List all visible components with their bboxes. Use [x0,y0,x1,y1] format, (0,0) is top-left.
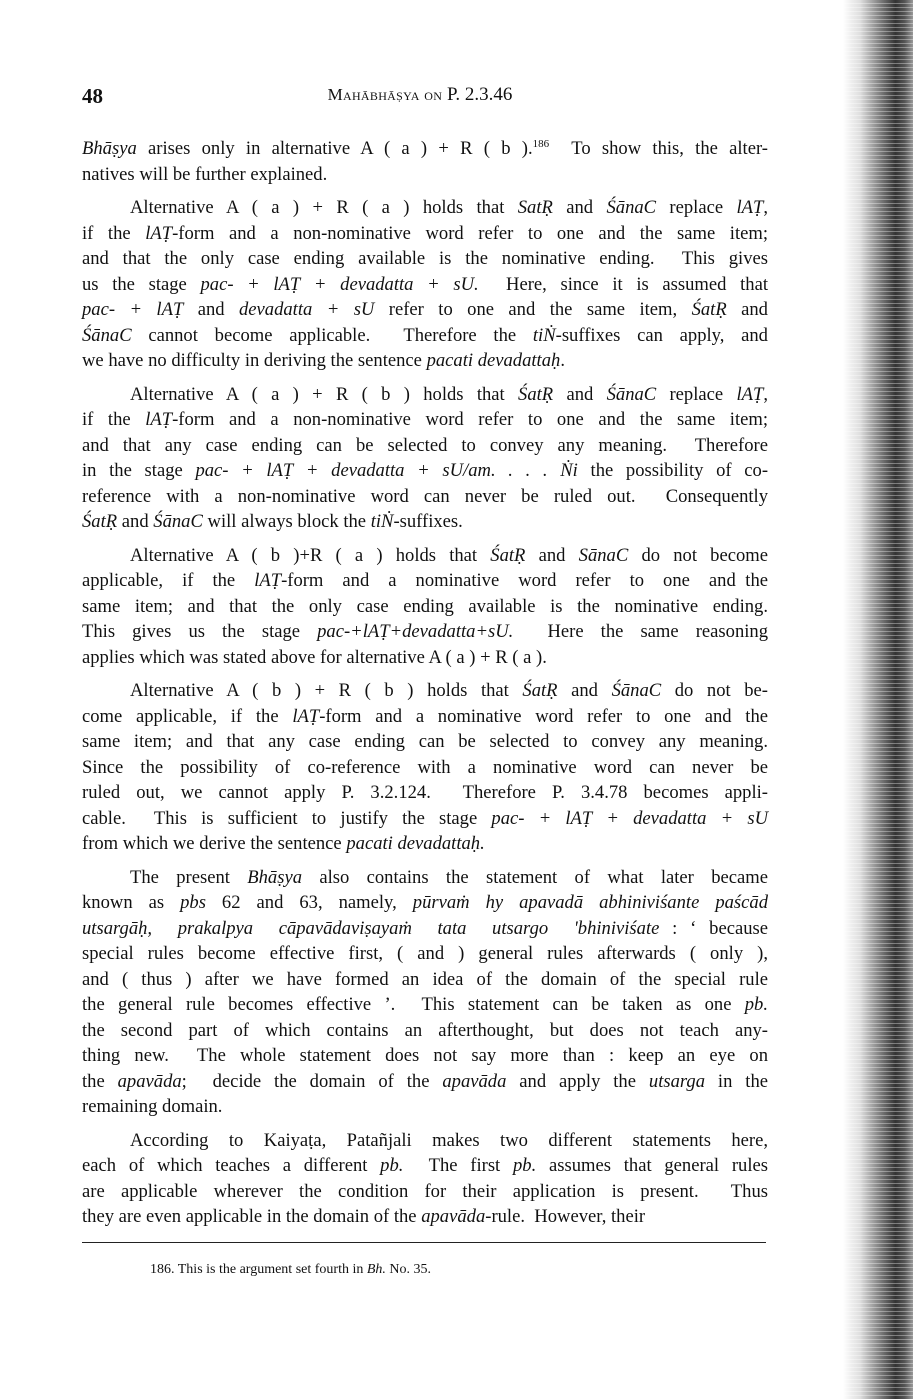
text-line [82,1179,768,1205]
paragraph [82,1128,768,1230]
italic-term: devadatta + sU [238,299,375,320]
italic-term: pb. [744,994,768,1015]
text-run: from which we derive the sentence [82,833,347,854]
italic-term: ŚatṚ [522,680,558,701]
text-run: Alternative A ( b )+R ( a ) holds that [130,544,491,566]
italic-term: ŚatṚ [518,383,554,405]
text-run: cable. This is sufficient to justify the stage [82,807,492,829]
text-run: the possibility of co- [577,460,769,481]
text-line [82,704,768,730]
italic-term: ŚatṚ [691,299,727,320]
text-run: natives will be further explained. [82,163,328,185]
text-run: . [560,350,565,371]
text-line [82,755,768,781]
text-run: do not be- [661,680,768,701]
text-run: and [525,544,579,566]
text-run: Alternative A ( a ) + R ( b ) holds that [130,383,519,405]
text-line [82,678,768,704]
italic-term: lAṬ [292,705,320,727]
text-line [82,407,768,433]
text-run: remaining domain. [82,1096,223,1117]
italic-term: pac- + lAṬ + devadatta + sU [491,807,768,829]
text-run: the [82,1070,118,1092]
italic-term: Bhāṣya [247,866,303,888]
running-head [0,84,840,106]
text-line [82,348,768,374]
text-run: Alternative A ( a ) + R ( a ) holds that [130,197,518,218]
text-run: ruled out, we cannot apply P. 3.2.124. Therefore P. 3.4.78 becomes appli- [82,782,768,803]
text-run: and [117,511,154,532]
text-run: replace [656,197,737,218]
footnote-number: 186. [150,1262,175,1277]
text-line [82,594,768,620]
text-line [82,916,768,942]
text-run: come applicable, if the [82,705,293,727]
body-text [82,136,768,1238]
text-line [82,831,768,857]
text-run: and [726,299,768,320]
italic-term: ŚānaC [611,680,662,701]
text-run: us the stage [82,273,201,295]
text-run: 62 and 63, namely, [205,892,413,913]
text-run: ; decide the domain of the [181,1070,443,1092]
text-run: and [557,680,612,701]
text-run: Alternative A ( b ) + R ( b ) holds that [130,680,523,701]
text-line [82,1204,768,1230]
italic-term: ŚatṚ [82,511,118,532]
italic-term: apavāda [117,1070,182,1092]
text-run: arises only in alternative A ( a ) + R ( b ). [136,138,533,159]
italic-term: SatṚ [517,197,553,218]
paragraph [82,136,768,187]
footnote-reference: 186 [532,138,550,150]
text-run: Here, since it is assumed that [478,273,768,295]
italic-term: ŚānaC [606,197,657,218]
running-head-reference: P. 2.3.46 [446,84,513,105]
footnote-divider [82,1242,766,1243]
text-line [82,1043,768,1069]
text-run: -form and a nominative word refer to one and the [319,705,769,727]
italic-term: ŚānaC [153,511,203,532]
text-run: The first [403,1155,513,1176]
text-run: -form and a non-nominative word refer to one and the same item; [172,409,769,430]
italic-term: pac- + lAṬ [82,299,184,320]
text-run: This gives us the stage [82,621,318,642]
text-line [82,865,768,891]
text-line [82,484,768,510]
italic-term: utsarga [648,1070,706,1092]
text-run: : ‘ because [659,917,768,939]
text-run: replace [656,383,737,405]
text-line [82,645,768,671]
text-run: in the [705,1070,769,1092]
italic-term: pacati devadattaḥ [426,350,561,371]
page-number: 48 [82,84,103,108]
scanned-page-edge [843,0,913,1399]
text-run: in the stage [82,460,196,481]
text-line [82,941,768,967]
text-run: and that the only case ending available is the nominative ending. This gives [82,248,768,269]
text-line [82,992,768,1018]
text-run: applicable, if the [82,570,255,591]
text-run: same item; and that any case ending can be selected to convey any meaning. [82,731,768,752]
text-line [82,890,768,916]
text-line [82,509,768,535]
text-run: Here the same reasoning [513,621,769,642]
text-run: , [763,383,768,405]
text-run: Since the possibility of co-reference with a nominative word can never be [82,756,768,778]
text-line [82,382,768,408]
text-run: refer to one and the same item, [374,299,692,320]
text-line [82,1128,768,1154]
italic-term: pac- + lAṬ + devadatta + sU/am. . . . Ṅi [195,460,578,481]
italic-term: utsargāḥ, prakalpya cāpavādaviṣayaṁ tata utsargo 'bhiniviśate [82,917,660,939]
italic-term: pb. [380,1155,404,1176]
text-run: assumes that general rules [536,1155,768,1176]
italic-term: apavāda [442,1070,507,1092]
italic-term: ŚānaC [606,383,657,405]
text-line [82,136,768,162]
paragraph [82,865,768,1120]
text-run: do not become [628,544,768,566]
paragraph [82,678,768,857]
text-line [82,729,768,755]
text-run: if the [82,222,146,244]
italic-term: pb. [512,1155,537,1176]
italic-term: apavāda [421,1206,486,1227]
italic-term: lAṬ [736,383,764,405]
text-line [82,297,768,323]
text-run: if the [82,409,146,430]
text-line [82,619,768,645]
text-run: also contains the statement of what later became [302,866,768,888]
footnote-text-end: No. 35. [385,1262,432,1277]
italic-term: ŚānaC [82,324,132,346]
paragraph [82,543,768,671]
text-line [82,162,768,188]
text-run: reference with a non-nominative word can never be ruled out. Consequently [82,485,768,507]
italic-term: Bhāṣya [82,138,137,159]
text-line [82,543,768,569]
italic-term: tiṄ [532,324,556,346]
text-run: and that any case ending can be selected to convey any meaning. Therefore [82,434,768,456]
text-line [82,1094,768,1120]
text-run: and ( thus ) after we have formed an idea of the domain of the special rule [82,968,768,990]
text-run: -rule. However, their [485,1206,646,1227]
text-run: The present [130,866,248,888]
italic-term: SānaC [578,544,629,566]
italic-term: pūrvaṁ hy apavadā abhiniviśante paścād [412,892,768,913]
italic-term: lAṬ [145,409,173,430]
italic-term: pac-+lAṬ+devadatta+sU. [317,621,514,642]
text-run: the second part of which contains an afterthought, but does not teach any- [82,1019,768,1041]
text-run: cannot become applicable. Therefore the [131,324,533,346]
text-line [82,433,768,459]
text-run: , [763,197,768,218]
text-run: -form and a nominative word refer to one and the [281,570,768,591]
text-run: and [553,383,607,405]
italic-term: pbs [180,892,206,913]
italic-term: pac- + lAṬ + devadatta + sU. [200,273,479,295]
text-line [82,780,768,806]
running-head-title: Mahābhāṣya on [327,85,443,104]
text-run: special rules become effective first, ( and ) general rules afterwards ( only ), [82,943,768,964]
paragraph [82,382,768,535]
text-line [82,1069,768,1095]
text-line [82,806,768,832]
italic-term: lAṬ [145,222,173,244]
italic-term: lAṬ [736,197,764,218]
text-line [82,568,768,594]
text-line [82,1153,768,1179]
text-line [82,458,768,484]
text-line [82,272,768,298]
text-run: -suffixes can apply, and [555,324,768,346]
text-run: are applicable wherever the condition for their application is present. Thus [82,1180,768,1202]
text-run: applies which was stated above for alternative A ( a ) + R ( a ). [82,646,547,668]
italic-term: pacati devadattaḥ. [346,833,485,854]
text-run: each of which teaches a different [82,1155,381,1176]
text-run: and [552,197,607,218]
text-run: known as [82,892,181,913]
text-line [82,1018,768,1044]
footnote-text: This is the argument set fourth in [174,1262,367,1277]
text-run: we have no difficulty in deriving the sentence [82,350,427,371]
text-run: same item; and that the only case ending available is the nominative ending. [82,595,768,617]
text-run: thing new. The whole statement does not say more than : keep an eye on [82,1045,768,1066]
text-run: and [183,299,239,320]
paragraph [82,195,768,374]
text-run: -suffixes. [393,511,463,532]
italic-term: lAṬ [254,570,282,591]
text-run: To show this, the alter- [549,138,768,159]
footnote-abbrev: Bh. [366,1262,386,1277]
text-run: According to Kaiyaṭa, Patañjali makes two different statements here, [130,1129,768,1151]
italic-term: ŚatṚ [490,544,526,566]
text-run: the general rule becomes effective ’. This statement can be taken as one [82,994,745,1015]
text-line [82,246,768,272]
text-line [82,323,768,349]
text-run: will always block the [202,511,371,532]
footnote [150,1262,431,1278]
text-line [82,967,768,993]
text-run: they are even applicable in the domain of the [82,1206,422,1227]
text-run: and apply the [506,1070,649,1092]
text-line [82,221,768,247]
italic-term: tiṄ [370,511,394,532]
text-run: -form and a non-nominative word refer to one and the same item; [172,222,769,244]
text-line [82,195,768,221]
